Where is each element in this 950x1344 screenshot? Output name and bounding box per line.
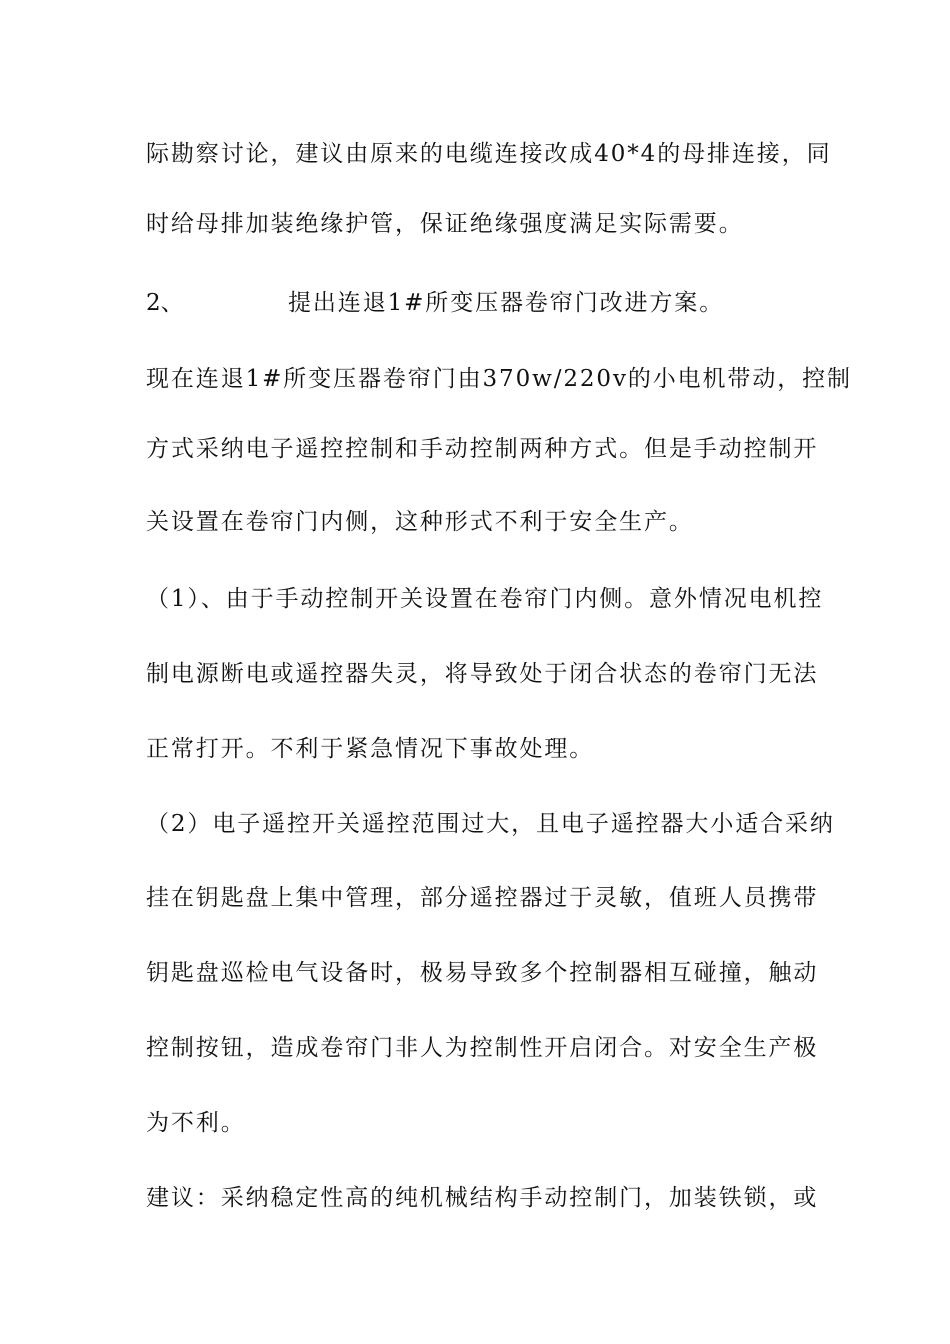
body-line-1: 际勘察讨论，建议由原来的电缆连接改成40*4的母排连接，同 bbox=[146, 141, 832, 167]
body-line-7: 制电源断电或遥控器失灵，将导致处于闭合状态的卷帘门无法 bbox=[146, 661, 819, 687]
body-line-8: 正常打开。不利于紧急情况下事故处理。 bbox=[146, 736, 595, 762]
section-number: 2、 bbox=[146, 290, 184, 316]
body-line-4: 方式采纳电子遥控控制和手动控制两种方式。但是手动控制开 bbox=[146, 436, 819, 462]
body-line-11: 钥匙盘巡检电气设备时，极易导致多个控制器相互碰撞，触动 bbox=[146, 960, 819, 986]
body-line-12: 控制按钮，造成卷帘门非人为控制性开启闭合。对安全生产极 bbox=[146, 1035, 819, 1061]
section-title: 提出连退1#所变压器卷帘门改进方案。 bbox=[288, 290, 725, 316]
body-line-10: 挂在钥匙盘上集中管理，部分遥控器过于灵敏，值班人员携带 bbox=[146, 885, 819, 911]
body-line-14: 建议：采纳稳定性高的纯机械结构手动控制门，加装铁锁，或 bbox=[146, 1185, 819, 1211]
body-line-13: 为不利。 bbox=[146, 1110, 246, 1136]
body-line-9: （2）电子遥控开关遥控范围过大，且电子遥控器大小适合采纳 bbox=[146, 811, 835, 837]
body-line-5: 关设置在卷帘门内侧，这种形式不利于安全生产。 bbox=[146, 509, 694, 535]
body-line-2: 时给母排加装绝缘护管，保证绝缘强度满足实际需要。 bbox=[146, 211, 744, 237]
body-line-6: （1）、由于手动控制开关设置在卷帘门内侧。意外情况电机控 bbox=[146, 586, 824, 612]
body-line-3: 现在连退1#所变压器卷帘门由370w/220v的小电机带动，控制 bbox=[146, 366, 852, 392]
